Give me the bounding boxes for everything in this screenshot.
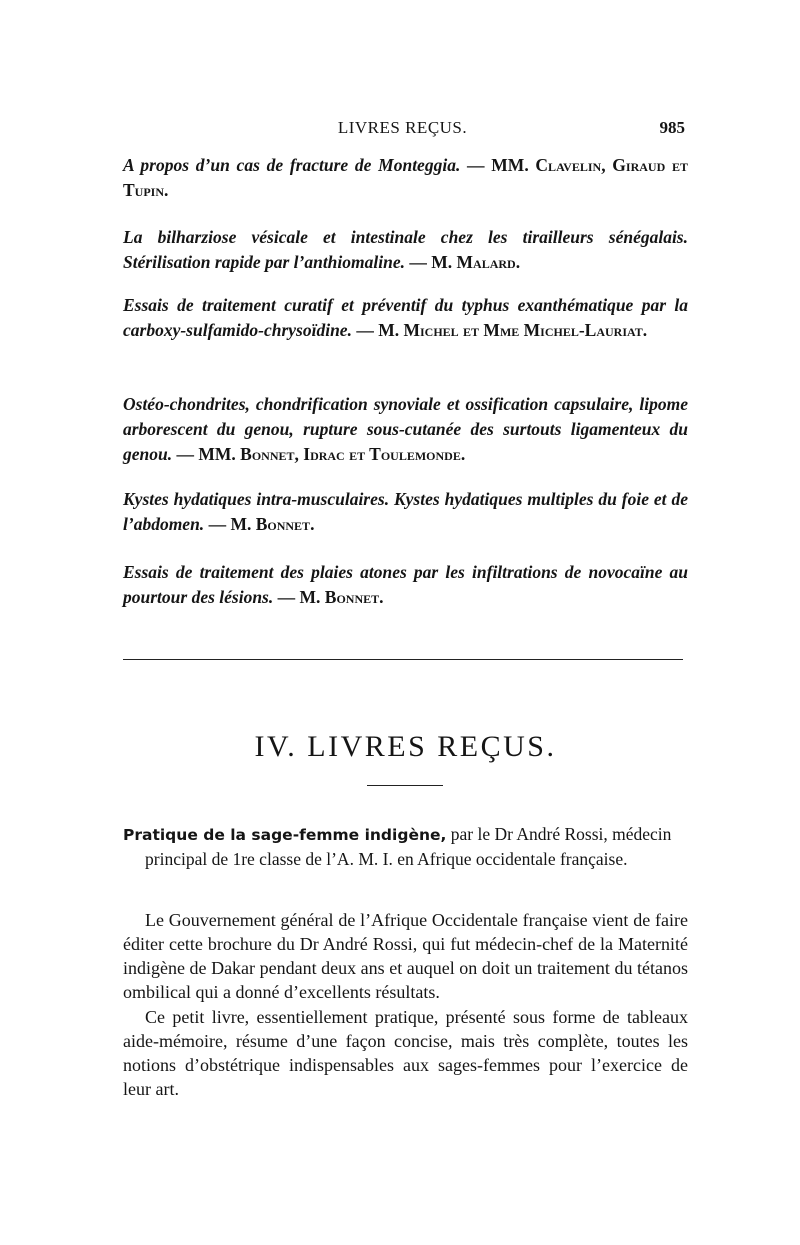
article-title: Essais de traitement curatif et préventif du typhus exanthématique par la carboxy-sulfamido-chrysoïdine. bbox=[123, 295, 688, 340]
received-article-entry bbox=[123, 487, 688, 537]
heading-underline bbox=[367, 785, 443, 786]
received-article-entry bbox=[123, 293, 688, 343]
section-heading: IV. LIVRES REÇUS. bbox=[254, 730, 557, 763]
running-header bbox=[120, 118, 685, 140]
article-authors: Michel et Mme Michel-Lauriat. bbox=[403, 320, 648, 340]
section-divider bbox=[123, 659, 683, 660]
review-body bbox=[123, 908, 688, 1101]
author-separator: — M. bbox=[405, 252, 457, 272]
received-article-entry bbox=[123, 153, 688, 203]
running-title: LIVRES REÇUS. bbox=[337, 118, 468, 137]
author-separator: — MM. bbox=[460, 155, 536, 175]
article-authors: Bonnet, Idrac et Toulemonde. bbox=[240, 444, 466, 464]
article-authors: Clavelin, Giraud et Tupin. bbox=[123, 155, 688, 200]
article-authors: Bonnet. bbox=[324, 587, 384, 607]
article-title: Ostéo-chondrites, chondrification synoviale et ossification capsulaire, lipome arborescent du genou, rupture sous-cutanée des surtouts ligamenteux du genou. bbox=[123, 394, 688, 464]
article-authors: Malard. bbox=[456, 252, 521, 272]
received-article-entry bbox=[123, 225, 688, 275]
author-separator: — MM. bbox=[172, 444, 241, 464]
review-paragraph: Ce petit livre, essentiellement pratique, présenté sous forme de tableaux aide-mémoire, résume d’une façon concise, mais très complète, toutes les notions d’obstétrique indispensables aux sages-femmes pour l’exercice de leur art. bbox=[123, 1007, 688, 1099]
author-separator: — M. bbox=[351, 320, 404, 340]
book-entry bbox=[123, 822, 688, 871]
article-authors: Bonnet. bbox=[255, 514, 315, 534]
book-details: par le Dr André Rossi, médecin principal de 1re classe de l’A. M. I. en Afrique occidentale française. bbox=[145, 824, 672, 869]
article-title: A propos d’un cas de fracture de Monteggia. bbox=[123, 155, 461, 175]
author-separator: — M. bbox=[273, 587, 325, 607]
article-title: Essais de traitement des plaies atones par les infiltrations de novocaïne au pourtour des lésions. bbox=[123, 562, 688, 607]
received-article-entry bbox=[123, 392, 688, 467]
page-number: 985 bbox=[659, 118, 685, 137]
review-paragraph: Le Gouvernement général de l’Afrique Occidentale française vient de faire éditer cette brochure du Dr André Rossi, qui fut médecin-chef de la Maternité indigène de Dakar pendant deux ans et auquel on doit un traitement du tétanos ombilical qui a donné d’excellents résultats. bbox=[123, 910, 688, 1002]
article-title: La bilharziose vésicale et intestinale chez les tirailleurs sénégalais. Stérilisation rapide par l’anthiomaline. bbox=[123, 227, 688, 272]
author-separator: — M. bbox=[204, 514, 256, 534]
article-title: Kystes hydatiques intra-musculaires. Kystes hydatiques multiples du foie et de l’abdomen. bbox=[123, 489, 688, 534]
book-title: Pratique de la sage-femme indigène, bbox=[123, 826, 447, 844]
received-article-entry bbox=[123, 560, 688, 610]
